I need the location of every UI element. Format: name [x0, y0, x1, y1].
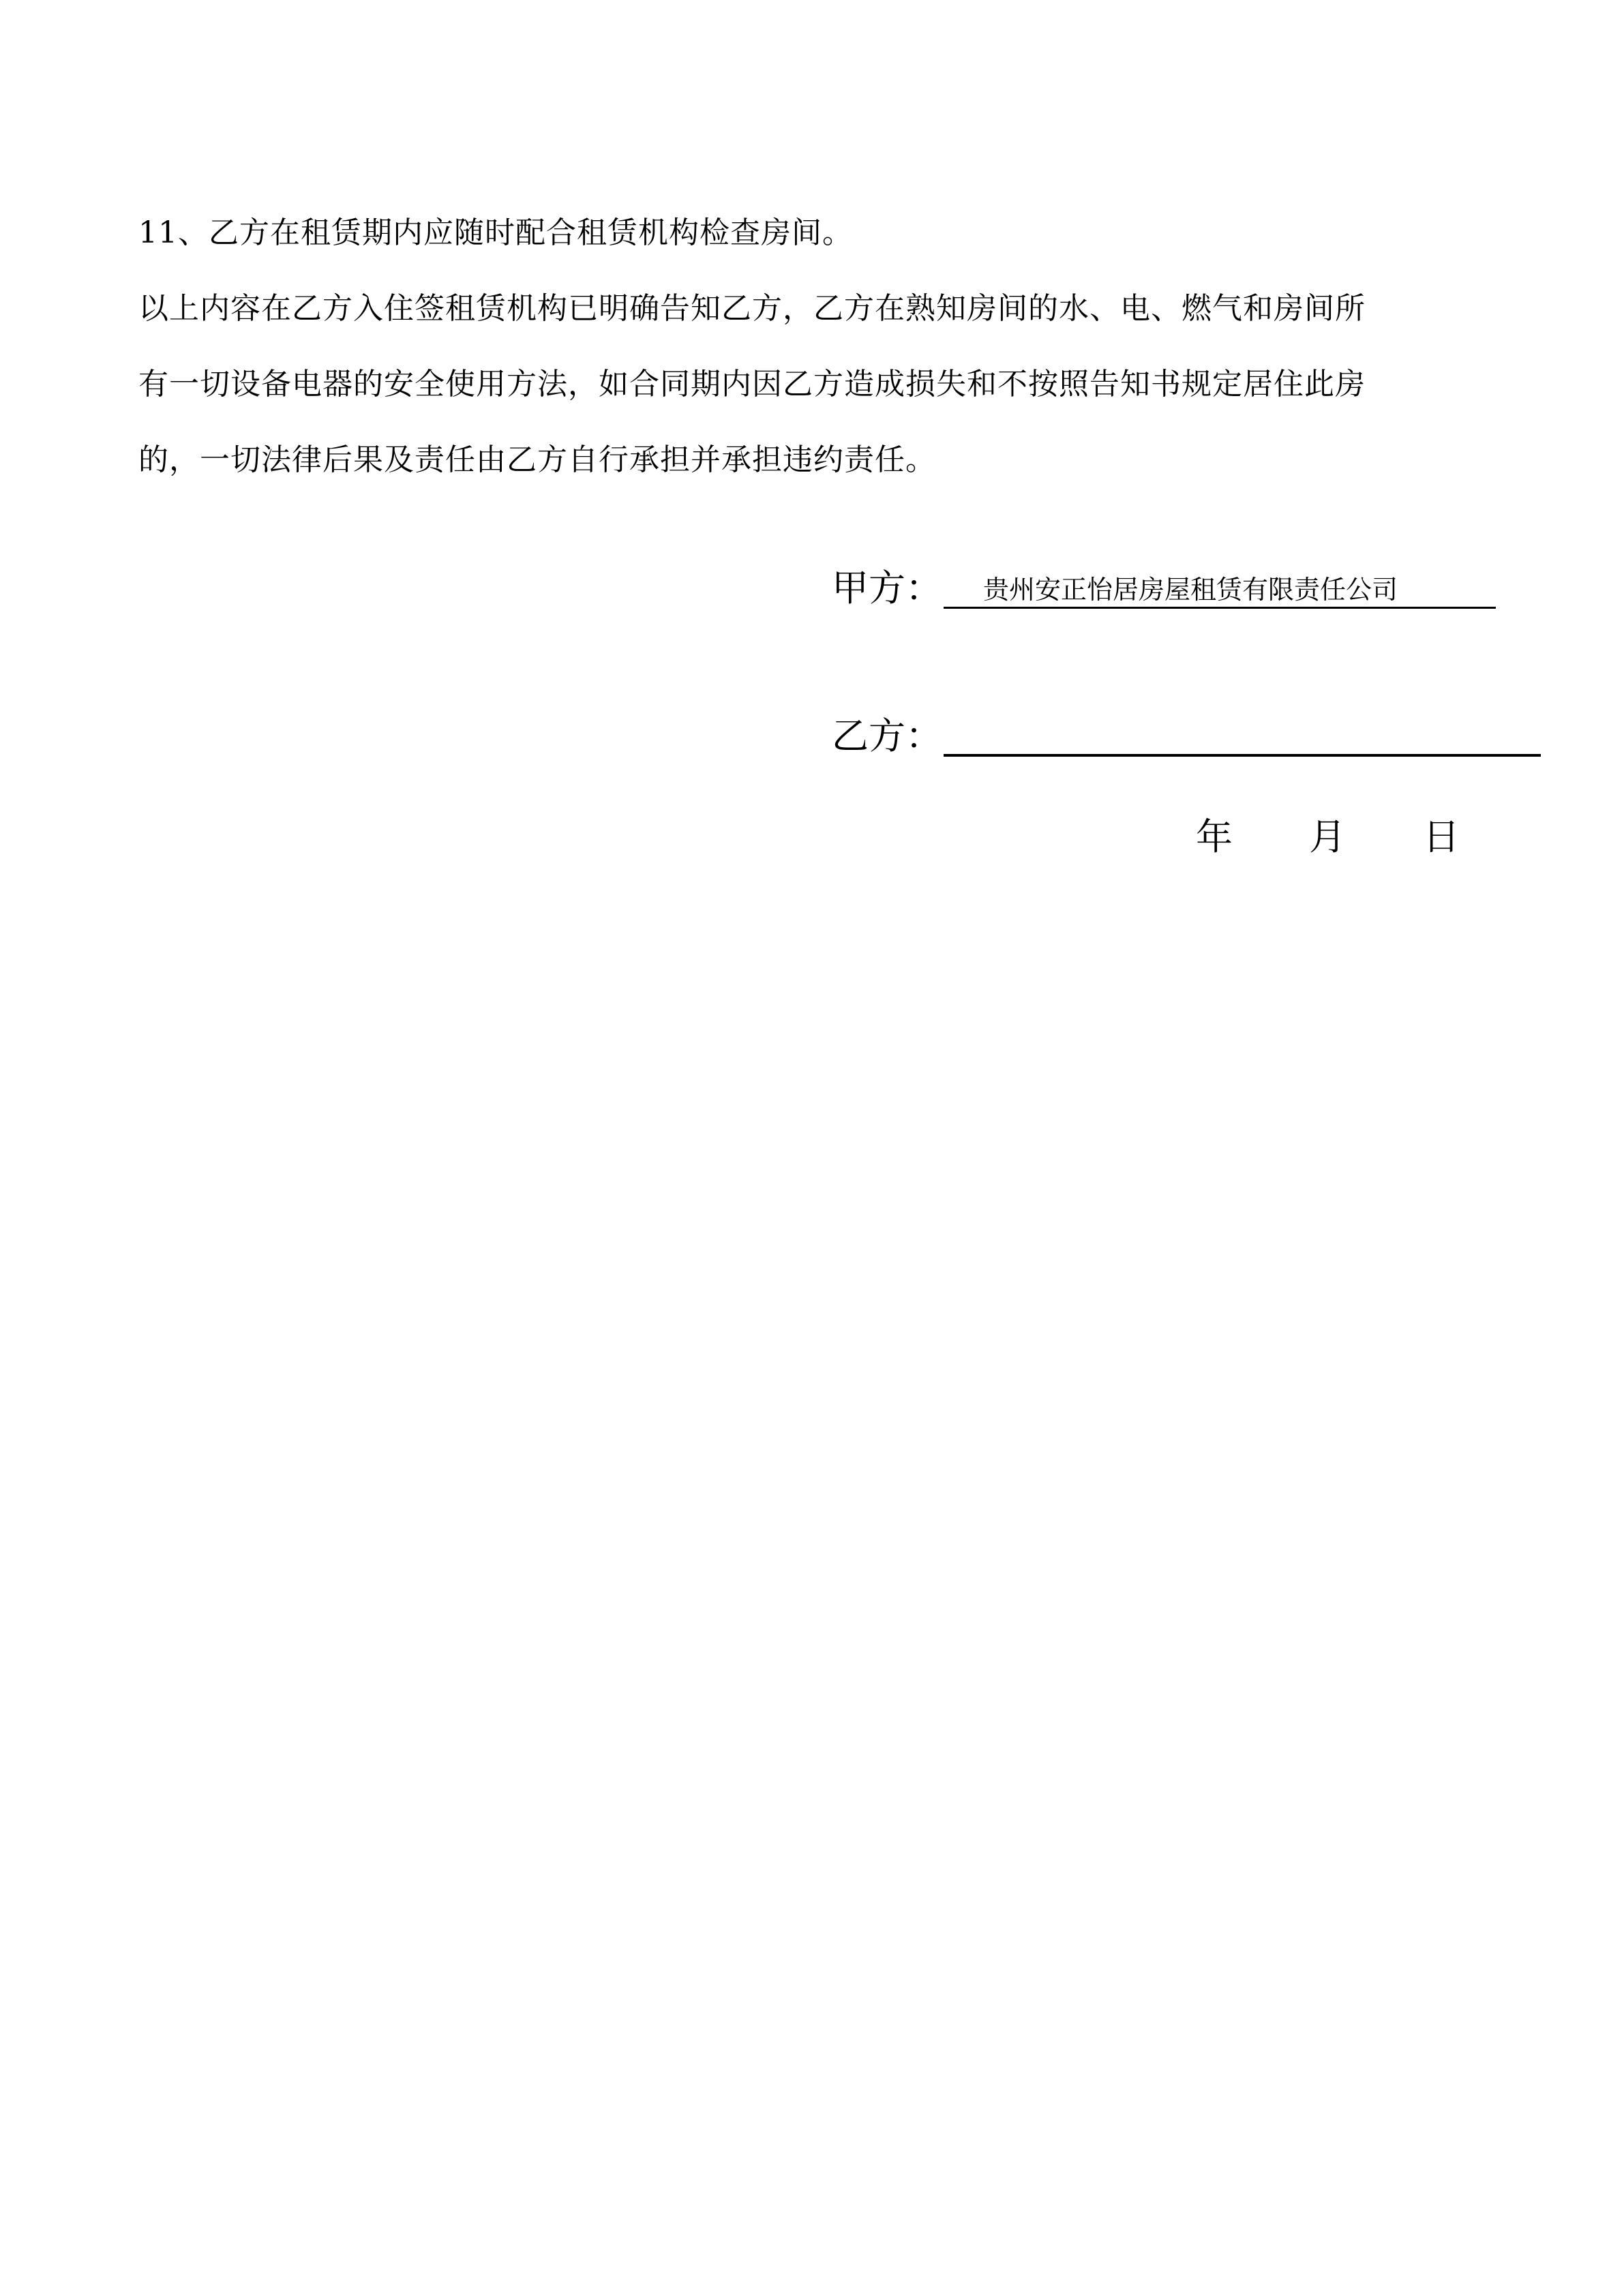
notice-paragraph-line-1: 以上内容在乙方入住签租赁机构已明确告知乙方，乙方在熟知房间的水、电、燃气和房间所 [138, 291, 1366, 326]
party-a-signature-line [944, 569, 1496, 609]
notice-paragraph-line-3: 的，一切法律后果及责任由乙方自行承担并承担违约责任。 [138, 442, 936, 477]
date-month-label: 月 [1309, 815, 1346, 858]
party-b-signature-line [944, 717, 1541, 757]
party-a-label: 甲方： [832, 567, 942, 609]
party-b-label: 乙方： [832, 714, 942, 757]
date-day-label: 日 [1423, 815, 1460, 858]
clause-11-text: 11、乙方在租赁期内应随时配合租赁机构检查房间。 [138, 215, 853, 250]
date-year-label: 年 [1196, 815, 1233, 858]
party-a-name: 贵州安正怡居房屋租赁有限责任公司 [983, 575, 1398, 605]
notice-paragraph-line-2: 有一切设备电器的安全使用方法，如合同期内因乙方造成损失和不按照告知书规定居住此房 [138, 367, 1366, 402]
